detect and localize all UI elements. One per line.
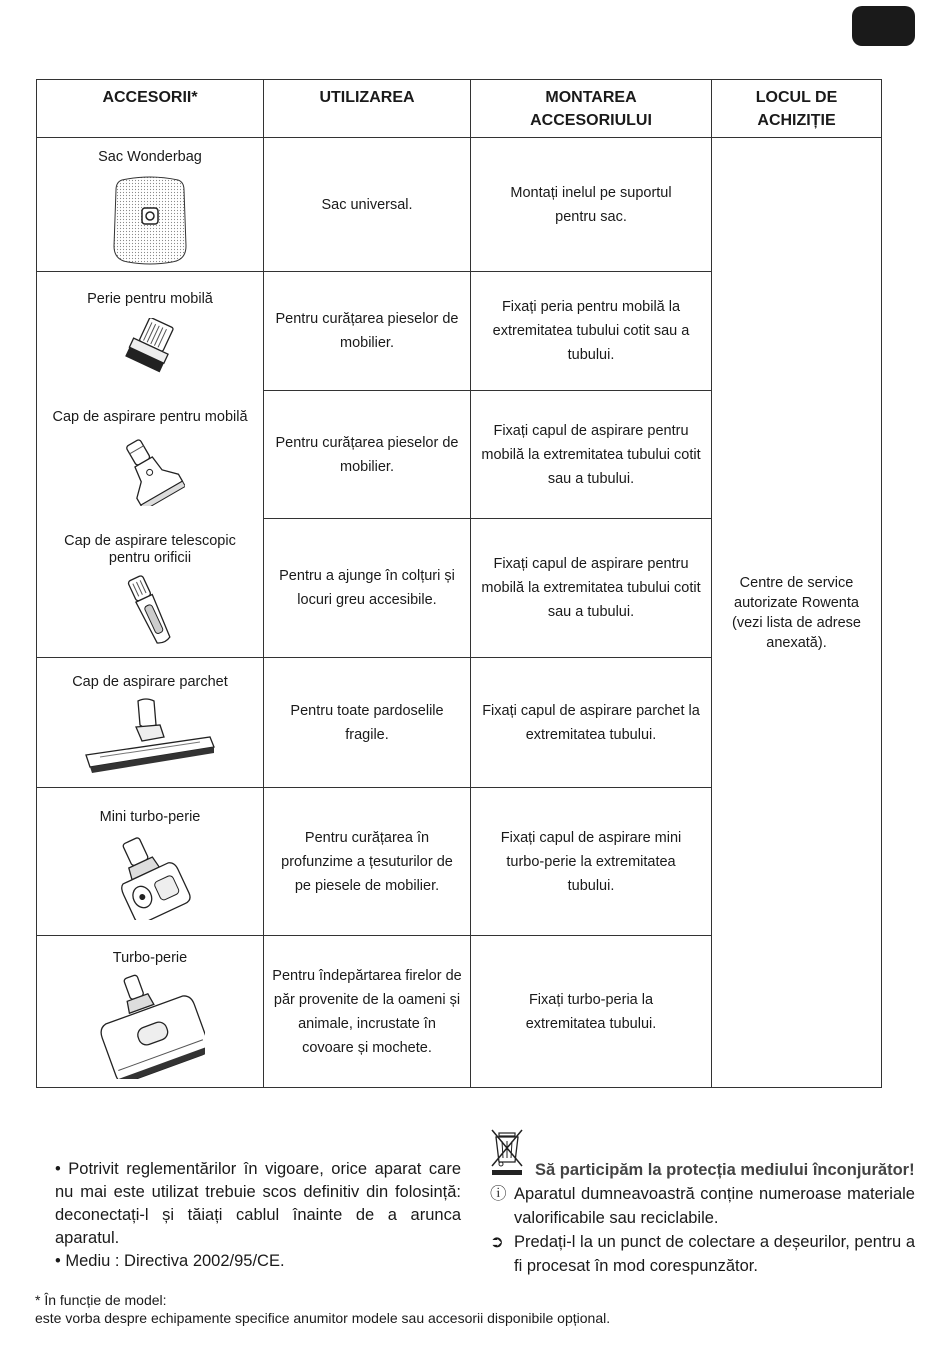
- accessory-name: Cap de aspirare pentru mobilă: [52, 409, 248, 425]
- environment-action: ➲ Predați-l la un punct de colectare a deșeurilor, pentru a fi procesat în mod corespunzător.: [490, 1230, 915, 1278]
- usage-cell: Pentru toate pardoselile fragile.: [264, 658, 471, 788]
- accessory-cell: [37, 138, 264, 272]
- accessories-table: [36, 79, 882, 1088]
- mounting-cell: Fixați capul de aspirare pentru mobilă la extremitatea tubului cotit sau a tubului.: [471, 519, 712, 658]
- accessory-cell: [37, 391, 264, 519]
- environment-heading: Să participăm la protecția mediului înconjurător!: [535, 1161, 915, 1179]
- mounting-cell: Montați inelul pe suportul pentru sac.: [471, 138, 712, 272]
- parquet-nozzle-icon: [80, 697, 220, 777]
- table-header-row: [37, 80, 882, 138]
- accessory-name: Sac Wonderbag: [98, 149, 202, 165]
- accessory-cell: [37, 788, 264, 936]
- accessory-cell: [37, 936, 264, 1088]
- furniture-brush-icon: [115, 318, 185, 378]
- mini-turbo-brush-icon: [105, 836, 195, 920]
- accessory-name: Turbo-perie: [112, 950, 188, 966]
- usage-cell: Pentru îndepărtarea firelor de păr provenite de la oameni și animale, incrustate în covoare și mochete.: [264, 936, 471, 1088]
- purchase-place-cell: [712, 138, 882, 1088]
- usage-cell: Pentru curățarea pieselor de mobilier.: [264, 391, 471, 519]
- accessory-name: Cap de aspirare telescopic pentru orificii: [64, 532, 236, 566]
- header-accessories: ACCESORII*: [37, 80, 264, 138]
- mounting-cell: Fixați capul de aspirare pentru mobilă la extremitatea tubului cotit sau a tubului.: [471, 391, 712, 519]
- header-mounting: MONTAREA ACCESORIULUI: [471, 80, 712, 138]
- footnote: [35, 1291, 610, 1327]
- mounting-cell: Fixați turbo-peria la extremitatea tubului.: [471, 936, 712, 1088]
- accessory-name: Cap de aspirare parchet: [72, 674, 228, 690]
- purchase-place-text: Centre de service autorizate Rowenta (vezi lista de adrese anexată).: [732, 574, 861, 651]
- accessory-name: Perie pentru mobilă: [87, 290, 213, 307]
- accessory-cell: [37, 519, 264, 658]
- footnote-line-1: * În funcție de model:: [35, 1292, 167, 1308]
- info-icon: ⓘ: [490, 1185, 507, 1203]
- arrow-right-icon: ➲: [490, 1233, 504, 1251]
- disposal-text: • Potrivit reglementărilor în vigoare, orice aparat care nu mai este utilizat trebuie scos definitiv din folosință: deconectați-l și tăiați cablul înainte de a arunca aparatul.: [55, 1160, 461, 1247]
- accessory-cell: [37, 658, 264, 788]
- accessory-cell: [37, 272, 264, 391]
- usage-cell: Sac universal.: [264, 138, 471, 272]
- header-purchase-place: LOCUL DE ACHIZIȚIE: [712, 80, 882, 138]
- usage-cell: Pentru curățarea pieselor de mobilier.: [264, 272, 471, 391]
- mounting-cell: Fixați peria pentru mobilă la extremitatea tubului cotit sau a tubului.: [471, 272, 712, 391]
- furniture-nozzle-icon: [115, 436, 185, 506]
- mounting-cell: Fixați capul de aspirare parchet la extremitatea tubului.: [471, 658, 712, 788]
- accessory-name: Mini turbo-perie: [99, 809, 201, 825]
- directive-text: • Mediu : Directiva 2002/95/CE.: [55, 1252, 285, 1270]
- disposal-instructions: [55, 1158, 461, 1273]
- table-row: [37, 138, 882, 272]
- environment-section: [490, 1128, 915, 1278]
- footnote-line-2: este vorba despre echipamente specifice anumitor modele sau accesorii disponibile opțional.: [35, 1310, 611, 1326]
- crevice-tool-icon: [115, 573, 185, 649]
- environment-info: ⓘ Aparatul dumneavoastră conține numeroase materiale valorificabile sau reciclabile.: [490, 1182, 915, 1230]
- page-tab-marker: [852, 6, 915, 46]
- mounting-cell: Fixați capul de aspirare mini turbo-perie la extremitatea tubului.: [471, 788, 712, 936]
- turbo-brush-icon: [95, 973, 205, 1079]
- header-usage: UTILIZAREA: [264, 80, 471, 138]
- usage-cell: Pentru curățarea în profunzime a țesuturilor de pe piesele de mobilier.: [264, 788, 471, 936]
- usage-cell: Pentru a ajunge în colțuri și locuri greu accesibile.: [264, 519, 471, 658]
- bag-icon: [110, 176, 190, 266]
